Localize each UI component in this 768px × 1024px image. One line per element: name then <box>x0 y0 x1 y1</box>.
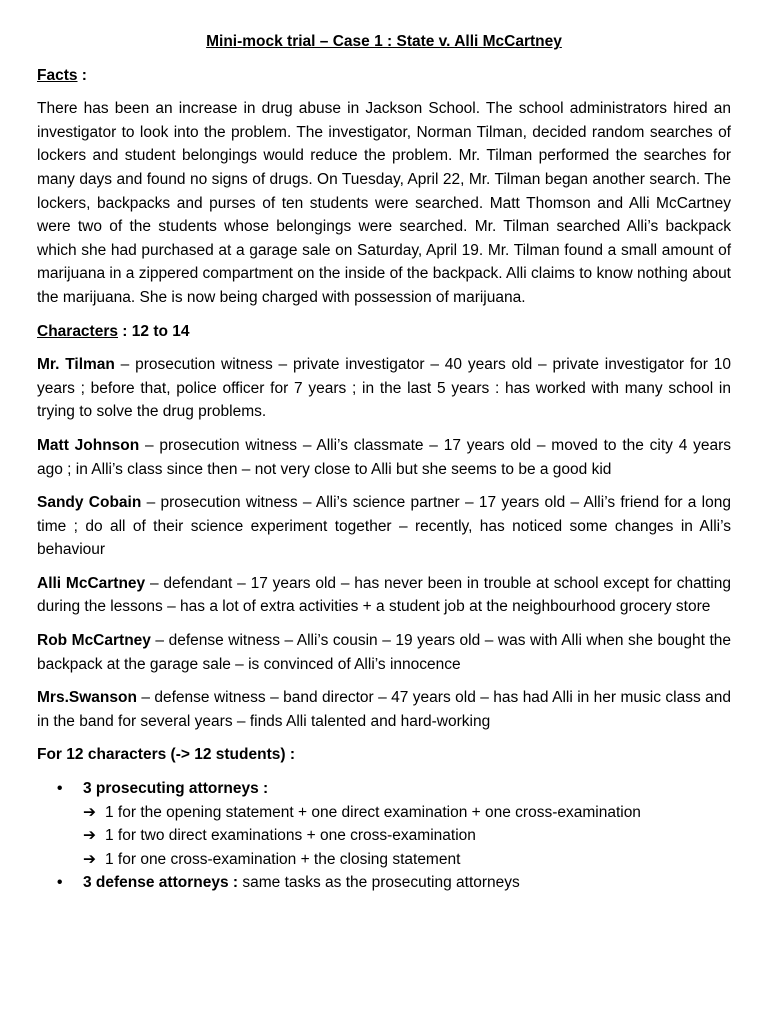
roles-list <box>37 777 731 895</box>
task-text: 1 for the opening statement + one direct examination + one cross-examination <box>105 803 641 821</box>
character-entry <box>37 353 731 424</box>
bullet-icon: • <box>57 874 63 892</box>
character-description: – defense witness – Alli’s cousin – 19 years old – was with Alli when she bought the backpack at the garage sale – is convinced of Alli’s innocence <box>37 632 731 673</box>
character-entry <box>37 572 731 619</box>
character-name: Alli McCartney <box>37 574 146 592</box>
characters-heading <box>37 320 731 344</box>
role-title: 3 defense attorneys : <box>83 874 239 892</box>
character-entry <box>37 629 731 676</box>
bullet-icon: • <box>57 780 63 798</box>
character-name: Sandy Cobain <box>37 494 142 512</box>
task-line <box>83 801 731 825</box>
role-title: 3 prosecuting attorneys : <box>83 780 269 798</box>
characters-heading-suffix: : 12 to 14 <box>118 322 190 340</box>
arrow-right-icon: ➔ <box>83 850 96 868</box>
role-item <box>37 777 731 871</box>
character-list <box>37 353 731 733</box>
character-description: – prosecution witness – Alli’s classmate – 17 years old – moved to the city 4 years ago ; in Alli’s class since then – not very close to Alli but she seems to be a good kid <box>37 436 732 478</box>
arrow-right-icon: ➔ <box>83 803 96 821</box>
role-rest: same tasks as the prosecuting attorneys <box>238 874 520 892</box>
character-description: – prosecution witness – Alli’s science partner – 17 years old – Alli’s friend for a long time ; do all of their science experiment together – recently, has noticed some changes in Alli’s behaviour <box>37 494 731 559</box>
character-name: Matt Johnson <box>37 436 140 454</box>
character-name: Mrs.Swanson <box>37 689 137 707</box>
character-entry <box>37 686 731 733</box>
role-item <box>37 871 731 895</box>
character-name: Mr. Tilman <box>37 356 115 374</box>
arrow-right-icon: ➔ <box>83 827 96 845</box>
document-title: Mini-mock trial – Case 1 : State v. Alli McCartney <box>206 33 562 50</box>
task-line <box>83 824 731 848</box>
facts-heading-label: Facts <box>37 66 78 84</box>
character-entry <box>37 434 731 481</box>
characters-heading-label: Characters <box>37 322 118 340</box>
facts-heading-suffix: : <box>77 66 87 84</box>
for12-heading: For 12 characters (-> 12 students) : <box>37 746 295 764</box>
facts-heading <box>37 64 731 88</box>
character-name: Rob McCartney <box>37 632 151 650</box>
character-description: – defendant – 17 years old – has never been in trouble at school except for chatting during the lessons – has a lot of extra activities + a student job at the neighbourhood grocery store <box>37 574 731 616</box>
document-page <box>37 30 731 895</box>
character-description: – defense witness – band director – 47 years old – has had Alli in her music class and in the band for several years – finds Alli talented and hard-working <box>37 689 731 730</box>
character-entry <box>37 491 731 562</box>
task-text: 1 for one cross-examination + the closing statement <box>105 850 461 868</box>
character-description: – prosecution witness – private investigator – 40 years old – private investigator for 10 years ; before that, police officer for 7 years ; in the last 5 years : has worked with many school in trying to solve the drug problems. <box>37 356 731 421</box>
facts-paragraph: There has been an increase in drug abuse in Jackson School. The school administrators hired an investigator to look into the problem. The investigator, Norman Tilman, decided random searches of lockers and student belongings would reduce the problem. Mr. Tilman performed the searches for many days and found no signs of drugs. On Tuesday, April 22, Mr. Tilman began another search. The lockers, backpacks and purses of ten students were searched. Matt Thomson and Alli McCartney were two of the students whose belongings were searched. Mr. Tilman searched Alli’s backpack which she had purchased at a garage sale on Saturday, April 19. Mr. Tilman found a small amount of marijuana in a zippered compartment on the inside of the backpack. Alli claims to know nothing about the marijuana. She is now being charged with possession of marijuana. <box>37 100 731 306</box>
task-line <box>83 848 731 872</box>
task-text: 1 for two direct examinations + one cross-examination <box>105 827 476 845</box>
